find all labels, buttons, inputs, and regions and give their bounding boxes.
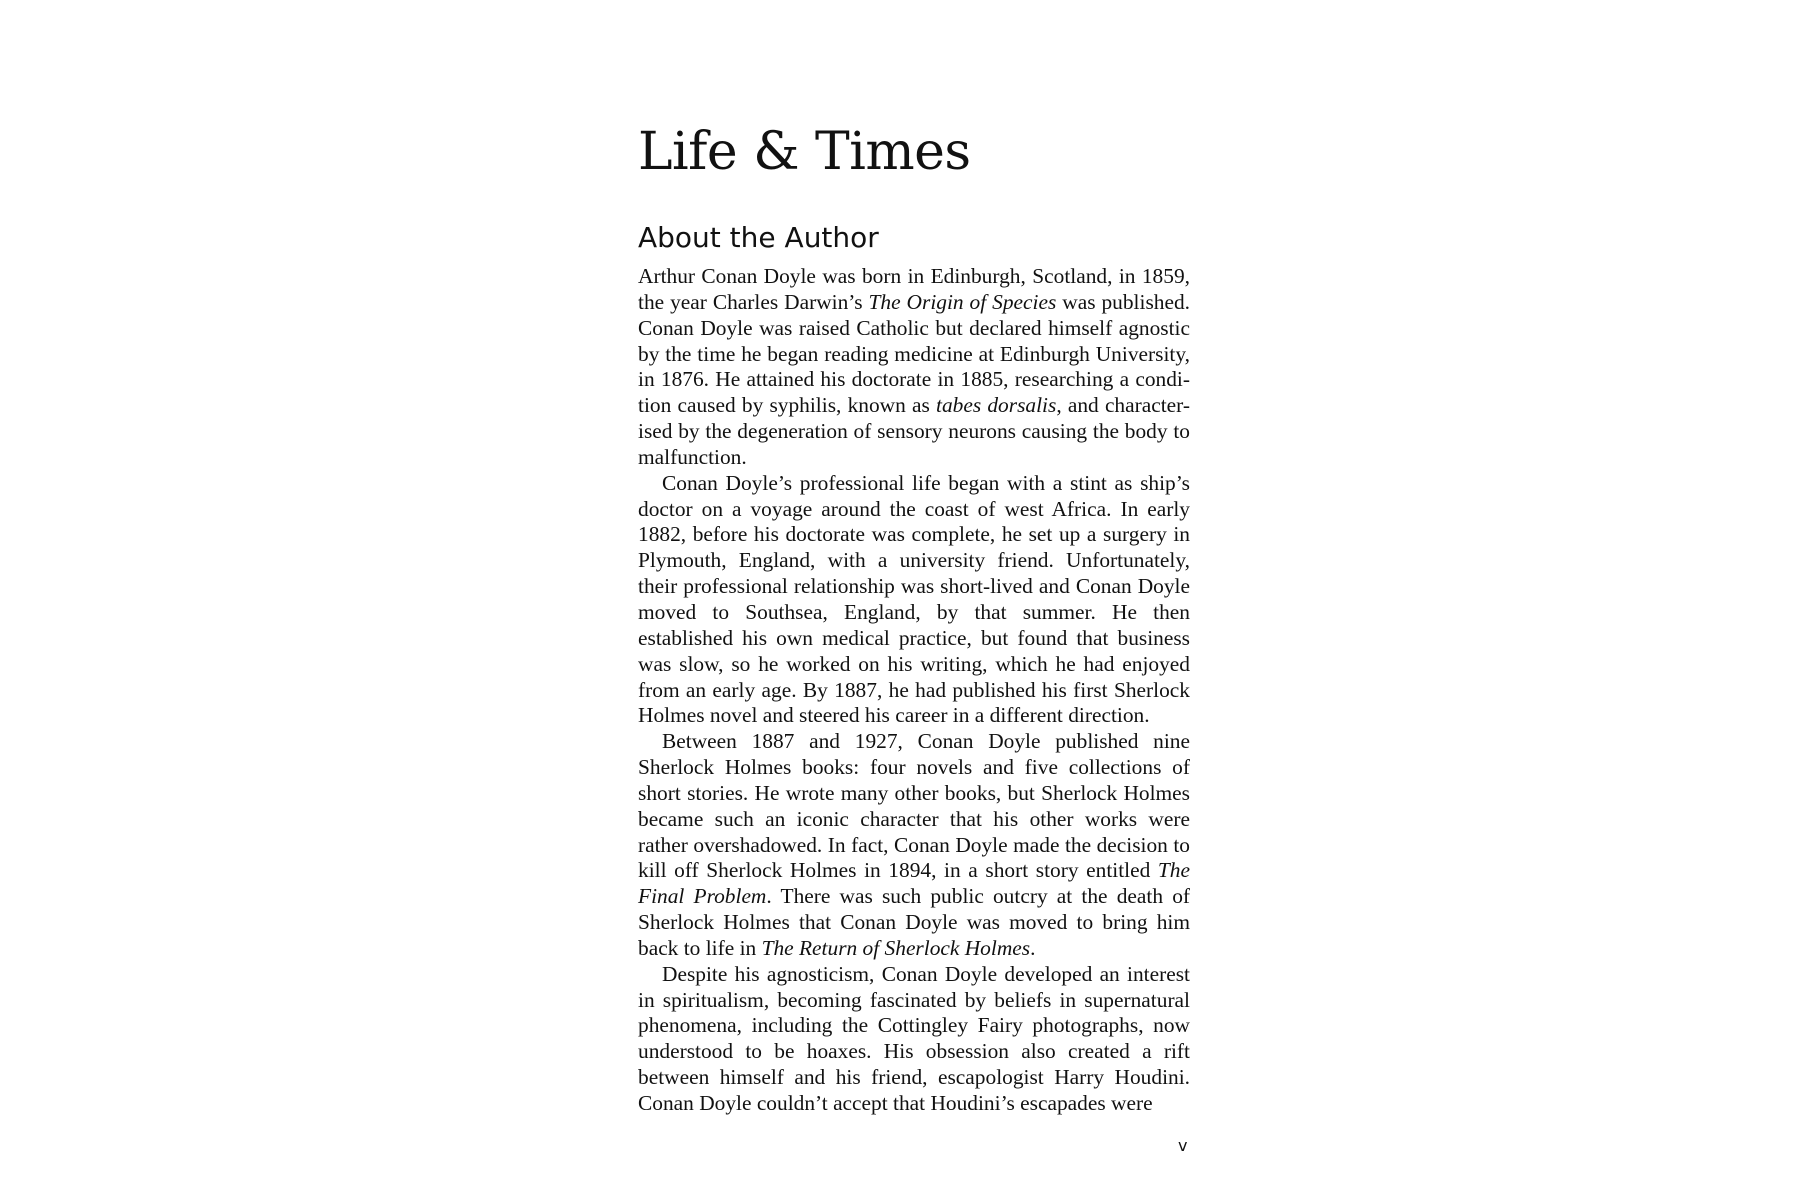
paragraph-1 [638, 264, 1190, 471]
text-run: Conan Doyle’s professional life began with a stint as ship’s doctor on a voyage around the coast of west Africa. In early 1882, before his doctorate was complete, he set up a surgery in Plymouth, England, with a university friend. Unfortunately, their professional relationship was short-lived and Conan Doyle moved to Southsea, England, by that summer. He then established his own medical practice, but found that business was slow, so he worked on his writing, which he had enjoyed from an early age. By 1887, he had published his first Sherlock Holmes novel and steered his career in a different direction. [638, 470, 1190, 728]
chapter-title: Life & Times [638, 122, 971, 182]
text-run: . [1030, 935, 1036, 960]
text-run: Despite his agnosticism, Conan Doyle developed an interest in spiritualism, becoming fascinated by beliefs in supernatural phenomena, including the Cottingley Fairy photographs, now understood to be hoaxes. His obsession also created a rift between himself and his friend, escapologist Harry Houdini. Conan Doyle couldn’t accept that Houdini’s escapades were [638, 961, 1190, 1115]
italic-title: The Final Problem [638, 858, 1190, 909]
italic-title: The Origin of Species [868, 289, 1057, 314]
italic-title: The Return of Sherlock Holmes [761, 935, 1031, 960]
italic-term: tabes dorsalis [936, 393, 1057, 418]
body-text [638, 264, 1190, 1117]
paragraph-3 [638, 729, 1190, 962]
page-number: v [1178, 1136, 1188, 1155]
paragraph-2 [638, 471, 1190, 729]
paragraph-4 [638, 962, 1190, 1117]
text-run: . There was such public outcry at the death of Sherlock Holmes that Conan Doyle was moved to bring him back to life in [638, 884, 1191, 960]
text-run: , and character-ised by the degeneration of sensory neurons causing the body to malfunction. [638, 393, 1190, 469]
page-content [638, 120, 1190, 1117]
text-run: was published. Conan Doyle was raised Catholic but declared himself agnostic by the time he began reading medicine at Edinburgh University, in 1876. He attained his doctorate in 1885, researching a condi-tion caused by syphilis, known as [638, 289, 1190, 418]
section-heading: About the Author [638, 221, 879, 254]
text-run: Arthur Conan Doyle was born in Edinburgh, Scotland, in 1859, the year Charles Darwin’s [638, 264, 1190, 314]
text-run: Between 1887 and 1927, Conan Doyle published nine Sherlock Holmes books: four novels and five collections of short stories. He wrote many other books, but Sherlock Holmes became such an iconic character that his other works were rather overshadowed. In fact, Conan Doyle made the decision to kill off Sherlock Holmes in 1894, in a short story entitled [638, 729, 1190, 883]
